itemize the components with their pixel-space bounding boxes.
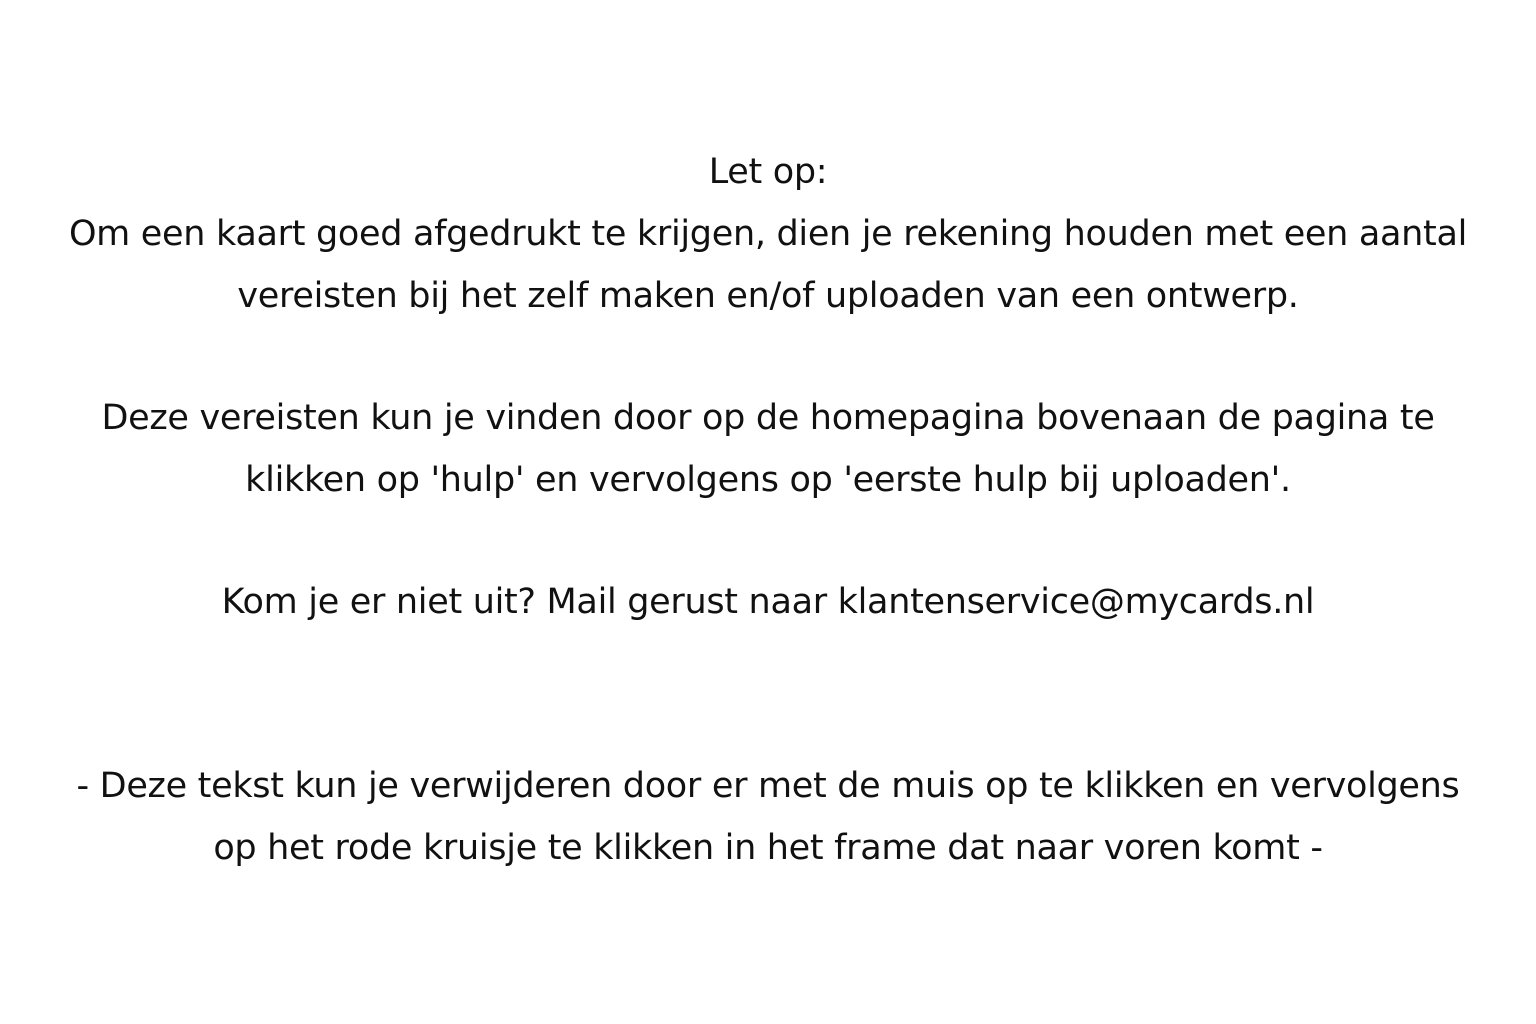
help-instructions-line-1: Deze vereisten kun je vinden door op de homepagina bovenaan de pagina te — [101, 398, 1435, 438]
requirements-line-1: Om een kaart goed afgedrukt te krijgen, dien je rekening houden met een aantal — [68, 214, 1468, 254]
removal-hint-line-2: op het rode kruisje te klikken in het frame dat naar voren komt - — [213, 828, 1323, 868]
notice-heading: Let op: — [708, 152, 828, 192]
contact-line: Kom je er niet uit? Mail gerust naar klantenservice@mycards.nl — [221, 582, 1315, 622]
requirements-line-2: vereisten bij het zelf maken en/of uploaden van een ontwerp. — [237, 276, 1299, 316]
help-instructions-line-2: klikken op 'hulp' en vervolgens op 'eerste hulp bij uploaden'. — [245, 460, 1291, 500]
removal-hint-line-1: - Deze tekst kun je verwijderen door er met de muis op te klikken en vervolgens — [76, 766, 1460, 806]
